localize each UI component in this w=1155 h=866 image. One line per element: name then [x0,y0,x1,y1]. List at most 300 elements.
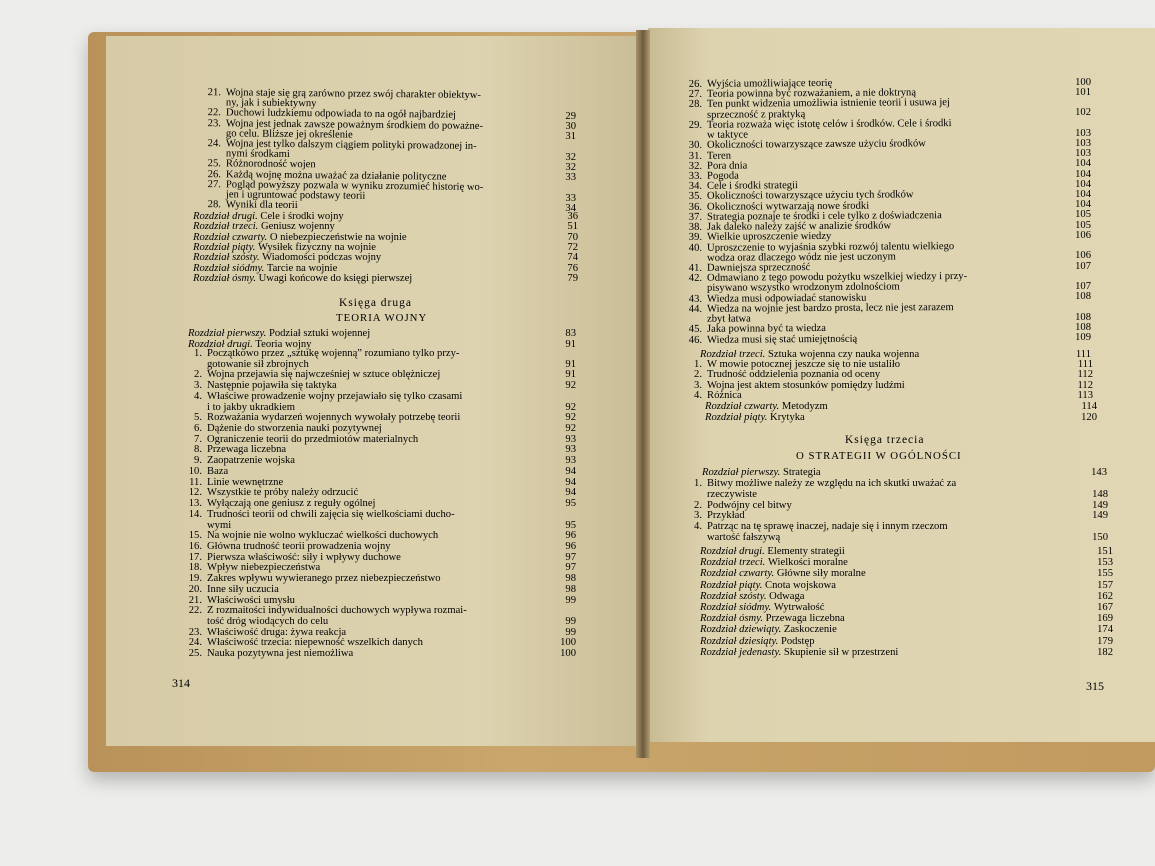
entry-title: pisywano wszystko wrodzonym zdolnościom [706,281,900,295]
chapter-title: Strategia [782,467,821,478]
entry-title: Nauka pozytywna jest niemożliwa [207,648,354,660]
page-ref: 100 [1075,76,1091,88]
entry-title: Dawniejsza sprzeczność [706,262,811,274]
entry-title: Jaka powinna być ta wiedza [706,323,826,336]
entry-title: Jak daleko należy zajść w analizie środków [706,220,892,233]
toc-entry-line [176,648,353,659]
toc-entry-line [176,455,295,466]
page-ref: 97 [565,562,576,574]
page-ref: 108 [1075,291,1091,303]
entry-title: Z rozmaitości indywidualności duchowych wypływa rozmai- [207,605,467,617]
entry-number: 1. [194,348,202,359]
entry-title: Każdą wojnę można uważać za działanie polityczne [225,168,447,183]
toc-entry-line [176,562,320,573]
page-ref: 112 [1077,379,1093,391]
page-ref: 32 [565,151,576,163]
chapter-label: Rozdział trzeci. [700,557,768,569]
chapter-label: Rozdział piąty. [193,241,259,253]
entry-title: Pogoda [706,170,739,182]
entry-number: 35. [688,191,703,203]
entry-title: Wojna jest tylko dalszym ciągiem polityki prowadzonej in- [225,138,477,152]
entry-title: Przykład [707,510,745,522]
page-ref: 155 [1097,568,1113,580]
toc-entry-line [176,595,295,606]
toc-chapter-line [700,546,845,557]
entry-title: Wiedza musi odpowiadać stanowisku [706,292,867,305]
chapter-title: Podział sztuki wojennej [268,328,371,339]
toc-entry-line [176,616,328,627]
entry-title: Patrząc na tę sprawę inaczej, nadaje się i innym rzeczom [707,521,948,533]
chapter-label: Rozdział pierwszy. [188,328,269,339]
entry-number: 28. [207,199,221,211]
entry-title: Duchowi ludzkiemu odpowiada to na ogół najbardziej [225,107,457,122]
chapter-title: Metodyzm [781,401,828,412]
page-ref: 30 [565,121,576,133]
entry-title: i to jakby ukradkiem [207,401,295,413]
entry-number: 4. [194,390,202,402]
toc-entry-line [176,412,460,423]
chapter-title: Uwagi końcowe do księgi pierwszej [258,272,413,284]
entry-title: Wojna jest aktem stosunków pomiędzy ludźmi [707,379,905,391]
toc-entry-line [676,390,742,401]
chapter-title: Główne siły moralne [776,568,866,580]
entry-title: Inne siły uczucia [207,583,279,595]
entry-number: 22. [207,107,221,119]
chapter-title: Wiadomości podczas wojny [262,252,382,264]
entry-title: Ograniczenie teorii do przedmiotów materialnych [207,433,419,445]
entry-title: Pierwsza właściwość: siły i wpływy duchowe [207,551,401,563]
toc-entry-line [176,509,455,520]
toc-entry-line [176,380,337,391]
entry-number: 5. [194,412,202,424]
chapter-label: Rozdział piąty. [700,579,766,591]
toc-entry-line [176,530,438,541]
entry-title: Różnica [707,390,742,402]
page-ref: 83 [565,328,576,339]
toc-entry-line [176,369,440,380]
page-ref: 174 [1097,624,1113,636]
toc-chapter-line [700,568,866,579]
page-ref: 32 [565,162,576,173]
entry-title: Trudności teorii od chwili zajęcia się wielkościami ducho- [207,508,455,520]
page-ref: 149 [1092,510,1108,522]
entry-number: 1. [694,359,702,370]
chapter-label: Rozdział czwarty. [700,568,777,580]
chapter-title: Wielkości moralne [767,557,848,569]
page-ref: 105 [1075,219,1091,231]
entry-title: Pora dnia [706,160,748,172]
page-ref: 104 [1075,189,1091,201]
entry-number: 21. [207,87,221,99]
page-ref: 36 [567,211,578,222]
page-ref: 157 [1097,579,1113,591]
page-ref: 103 [1075,127,1091,139]
page-ref: 92 [565,423,576,435]
entry-number: 12. [188,487,202,499]
page-ref: 98 [565,583,576,595]
entry-number: 41. [688,262,703,274]
page-ref: 112 [1077,369,1093,381]
chapter-label: Rozdział trzeci. [700,349,768,360]
page-ref: 103 [1075,148,1091,160]
chapter-title: Tarcie na wojnie [266,262,338,274]
chapter-label: Rozdział piąty. [705,411,771,423]
chapter-title: Skupienie sił w przestrzeni [783,646,899,658]
entry-number: 3. [694,510,702,522]
entry-number: 16. [188,540,202,552]
toc-chapter-line [193,273,412,284]
chapter-title: O niebezpieczeństwie na wojnie [269,231,407,243]
right-book-subtitle: O STRATEGII W OGÓLNOŚCI [796,450,962,462]
entry-title: Trudność oddzielenia poznania od oceny [707,369,881,381]
page-ref: 29 [565,111,576,122]
entry-number: 23. [188,626,202,638]
page-ref: 51 [567,221,578,233]
page-ref: 114 [1081,401,1097,412]
chapter-label: Rozdział trzeci. [193,221,261,233]
toc-chapter-line [705,401,828,412]
entry-title: Podwójny cel bitwy [707,499,792,511]
entry-title: Okoliczności wytwarzają nowe środki [706,200,870,213]
page-ref: 93 [565,433,576,445]
toc-chapter-line [700,636,815,647]
entry-title: Pogląd powyższy pozwala w wyniku zrozumieć historię wo- [225,179,484,193]
page-ref: 167 [1097,602,1113,613]
toc-entry-line [176,466,228,477]
page-ref: 72 [567,241,578,253]
entry-number: 23. [207,117,221,129]
toc-chapter-line [700,580,836,591]
toc-chapter-line [700,613,845,624]
entry-number: 36. [688,201,703,213]
entry-number: 3. [694,379,702,391]
toc-chapter-line [188,328,370,339]
page-ref: 94 [565,465,576,477]
entry-number: 31. [688,150,703,162]
chapter-label: Rozdział pierwszy. [702,467,783,478]
page-ref: 91 [565,369,576,381]
entry-number: 14. [188,508,202,520]
book-spine [636,30,650,758]
toc-entry-line [676,500,792,511]
page-ref: 33 [565,172,576,184]
entry-number: 2. [194,369,202,381]
entry-number: 33. [688,170,703,182]
page-ref: 92 [565,401,576,413]
page-ref: 100 [560,637,576,649]
chapter-title: Elementy strategii [767,546,845,557]
entry-number: 6. [194,423,202,435]
toc-chapter-line [702,467,821,478]
entry-title: Teoria powinna być rozważaniem, a nie doktryną [706,87,917,101]
entry-title: Wiedza musi się stać umiejętnością [706,333,858,346]
page-ref: 31 [565,131,576,143]
page-ref: 100 [560,648,576,660]
toc-chapter-line [700,602,824,613]
page-ref: 104 [1075,178,1091,190]
page-ref: 151 [1097,546,1113,557]
entry-title: zbyt łatwa [706,313,751,325]
entry-number: 22. [188,605,202,617]
entry-number: 25. [188,648,202,660]
entry-title: Cele i środki strategii [706,180,798,192]
entry-number: 46. [688,334,703,346]
entry-title: Okoliczności towarzyszące zawsze użyciu środków [706,138,926,152]
entry-number: 18. [188,562,202,574]
entry-title: Wielkie uproszczenie wiedzy [706,231,832,244]
chapter-title: Geniusz wojenny [260,221,335,233]
entry-title: rzeczywiste [707,488,757,500]
entry-title: w taktyce [706,129,748,141]
entry-title: Zaopatrzenie wojska [207,455,295,467]
chapter-title: Sztuka wojenna czy nauka wojenna [767,349,920,360]
chapter-label: Rozdział czwarty. [705,401,782,412]
entry-number: 27. [207,178,221,191]
page-ref: 179 [1097,635,1113,647]
left-book-subtitle: TEORIA WOJNY [336,312,428,324]
page-ref: 99 [565,626,576,638]
entry-number: 15. [188,530,202,542]
entry-number: 24. [207,138,221,150]
page-ref: 92 [565,380,576,392]
entry-number: 25. [207,158,221,170]
page-ref: 97 [565,551,576,563]
entry-title: Właściwość druga: żywa reakcja [207,626,347,638]
page-ref: 101 [1075,86,1091,98]
page-ref: 120 [1081,411,1097,423]
toc-entry-line [676,478,956,489]
chapter-label: Rozdział dziewiąty. [700,624,784,636]
entry-number: 7. [194,433,202,445]
entry-title: Wojna staje się grą zarówno przez swój charakter obiektyw- [225,87,482,101]
page-ref: 148 [1092,488,1108,500]
chapter-label: Rozdział szósty. [700,590,770,602]
page-ref: 162 [1097,590,1113,602]
page-ref: 79 [567,272,578,284]
chapter-label: Rozdział ósmy. [193,272,259,284]
chapter-label: Rozdział szósty. [193,252,263,264]
page-ref: 34 [565,202,576,214]
entry-title: Właściwe prowadzenie wojny przejawiało się tylko czasami [207,390,463,402]
chapter-title: Odwaga [769,590,805,602]
entry-title: Odmawiano z tego powodu pożytku wszelkiej wiedzy i przy- [706,271,968,284]
right-page-number: 315 [1086,679,1104,693]
entry-number: 26. [688,78,703,90]
entry-number: 42. [688,272,703,285]
entry-title: Wyniki dla teorii [225,199,298,212]
entry-title: wartość fałszywą [707,532,781,543]
toc-entry-line [195,199,298,211]
entry-title: ny, jak i subiektywny [225,97,317,110]
chapter-label: Rozdział drugi. [193,211,261,222]
toc-entry-line [176,444,286,455]
entry-title: Okoliczności towarzyszące użyciu tych środków [706,189,914,203]
toc-entry-line [176,487,358,498]
entry-number: 39. [688,232,703,244]
entry-title: Przewaga liczebna [207,444,287,456]
entry-title: Wszystkie te próby należy odrzucić [207,487,359,499]
page-ref: 93 [565,455,576,467]
entry-title: Dążenie do stworzenia nauki pozytywnej [207,423,382,435]
entry-number: 28. [688,99,703,111]
entry-number: 45. [688,324,703,336]
toc-entry-line [176,627,346,638]
entry-number: 4. [694,521,702,533]
toc-entry-line [176,423,382,434]
entry-title: Różnorodność wojen [225,158,316,171]
toc-entry-line [676,510,745,521]
entry-title: Właściwości umysłu [207,594,295,606]
entry-title: Ten punkt widzenia umożliwia istnienie teorii i usuwa jej [706,97,950,111]
toc-entry-line [176,605,467,616]
chapter-title: Zaskoczenie [783,624,837,636]
page-ref: 106 [1075,250,1091,262]
page-ref: 93 [565,444,576,456]
page-ref: 113 [1077,390,1093,402]
page-ref: 98 [565,573,576,585]
chapter-title: Przewaga liczebna [765,613,845,625]
chapter-title: Krytyka [770,411,805,423]
page-ref: 94 [565,476,576,488]
entry-title: Wyjścia umożliwiające teorię [706,77,833,90]
entry-number: 27. [688,89,703,101]
toc-chapter-line [700,647,898,658]
chapter-label: Rozdział czwarty. [193,231,270,243]
page-ref: 153 [1097,557,1113,569]
page-ref: 104 [1075,168,1091,180]
toc-chapter-line [705,412,805,423]
page-ref: 96 [565,540,576,552]
toc-entry-line [676,532,780,543]
entry-title: Teren [706,150,732,162]
page-ref: 111 [1075,349,1091,360]
entry-number: 19. [188,573,202,585]
page-ref: 70 [567,231,578,243]
page-ref: 33 [565,192,576,204]
chapter-title: Cnota wojskowa [765,579,836,591]
entry-title: sprzeczność z praktyką [706,108,806,121]
entry-number: 1. [694,478,702,489]
page-ref: 106 [1075,229,1091,241]
toc-chapter-line [700,557,848,568]
entry-number: 44. [688,303,703,315]
entry-number: 38. [688,221,703,233]
page-ref: 104 [1075,158,1091,170]
entry-number: 37. [688,211,703,223]
page-ref: 99 [565,594,576,606]
toc-entry-line [176,402,295,413]
page-ref: 143 [1091,467,1107,478]
entry-title: Bitwy możliwe należy ze względu na ich skutki uważać za [707,478,957,489]
page-ref: 99 [565,616,576,627]
toc-entry-line [176,348,459,359]
page-ref: 108 [1075,321,1091,333]
entry-title: Początkowo przez „sztukę wojenną” rozumiano tylko przy- [207,348,460,359]
page-ref: 92 [565,412,576,424]
chapter-title: Wysiłek fizyczny na wojnie [258,241,376,253]
entry-title: Następnie pojawiła się taktyka [207,380,337,392]
page-ref: 169 [1097,613,1113,625]
page-ref: 91 [565,358,576,370]
page-ref: 105 [1075,209,1091,221]
entry-title: Na wojnie nie wolno wykluczać wielkości duchowych [207,530,439,542]
entry-title: Linie wewnętrzne [207,476,284,488]
toc-entry-line [676,139,926,152]
toc-chapter-line [700,591,804,602]
chapter-label: Rozdział siódmy. [700,602,774,613]
page-ref: 103 [1075,137,1091,149]
page-ref: 107 [1075,281,1091,292]
toc-entry-line [176,520,231,531]
toc-entry-line [676,369,880,380]
page-ref: 95 [565,519,576,531]
chapter-label: Rozdział jedenasty. [700,646,784,658]
toc-entry-line [176,498,376,509]
entry-number: 29. [688,119,703,131]
toc-entry-line [176,637,423,648]
toc-entry-line [676,359,900,370]
toc-entry-line [176,477,283,488]
entry-number: 43. [688,293,703,305]
chapter-label: Rozdział siódmy. [193,262,267,274]
chapter-label: Rozdział dziesiąty. [700,635,781,647]
toc-entry-line [176,584,279,595]
entry-number: 21. [188,594,202,606]
page-ref: 107 [1075,260,1091,272]
entry-title: Zakres wpływu wywieranego przez niebezpieczeństwo [207,573,441,585]
entry-title: gotowanie sił zbrojnych [207,358,309,370]
entry-number: 3. [194,380,202,392]
page-ref: 182 [1097,646,1113,658]
entry-number: 34. [688,181,703,193]
entry-title: Baza [207,465,229,477]
entry-number: 26. [207,168,221,180]
entry-title: Wojna jest jednak zawsze poważnym środkiem do poważne- [225,117,484,132]
toc-chapter-line [700,624,837,635]
entry-title: Wojna przejawia się najwcześniej w sztuce oblężniczej [207,369,441,381]
entry-title: wymi [207,519,232,531]
chapter-label: Rozdział ósmy. [700,613,766,625]
page-ref: 76 [567,262,578,274]
entry-title: Rozważania wydarzeń wojennych wywołały potrzebę teorii [207,412,461,424]
entry-number: 9. [194,455,202,467]
left-book-title: Księga druga [339,297,412,309]
chapter-title: Wytrwałość [773,602,825,613]
toc-entry-line [676,333,857,345]
chapter-label: Rozdział drugi. [188,338,256,350]
chapter-title: Podstęp [780,635,815,647]
entry-title: go celu. Bliższe jej określenie [225,128,353,141]
page-ref: 108 [1075,311,1091,323]
toc-entry-line [176,391,462,402]
entry-title: Uproszczenie to wyjaśnia szybki rozwój talentu wielkiego [706,240,955,254]
toc-entry-line [676,380,905,391]
page-ref: 96 [565,530,576,542]
page-ref: 94 [565,487,576,499]
page-ref: 74 [567,252,578,264]
chapter-label: Rozdział drugi. [700,546,768,557]
entry-number: 32. [688,160,703,172]
entry-title: Strategia poznaje te środki i cele tylko z doświadczenia [706,210,942,223]
toc-entry-line [176,552,401,563]
toc-entry-line [176,573,441,584]
toc-entry-line [676,521,948,532]
entry-number: 2. [694,369,702,381]
entry-title: Wyłączają one geniusz z reguły ogólnej [207,498,376,510]
entry-number: 2. [694,499,702,511]
entry-title: jen i ugruntować podstawy teorii [225,189,366,202]
page-ref: 150 [1092,532,1108,543]
